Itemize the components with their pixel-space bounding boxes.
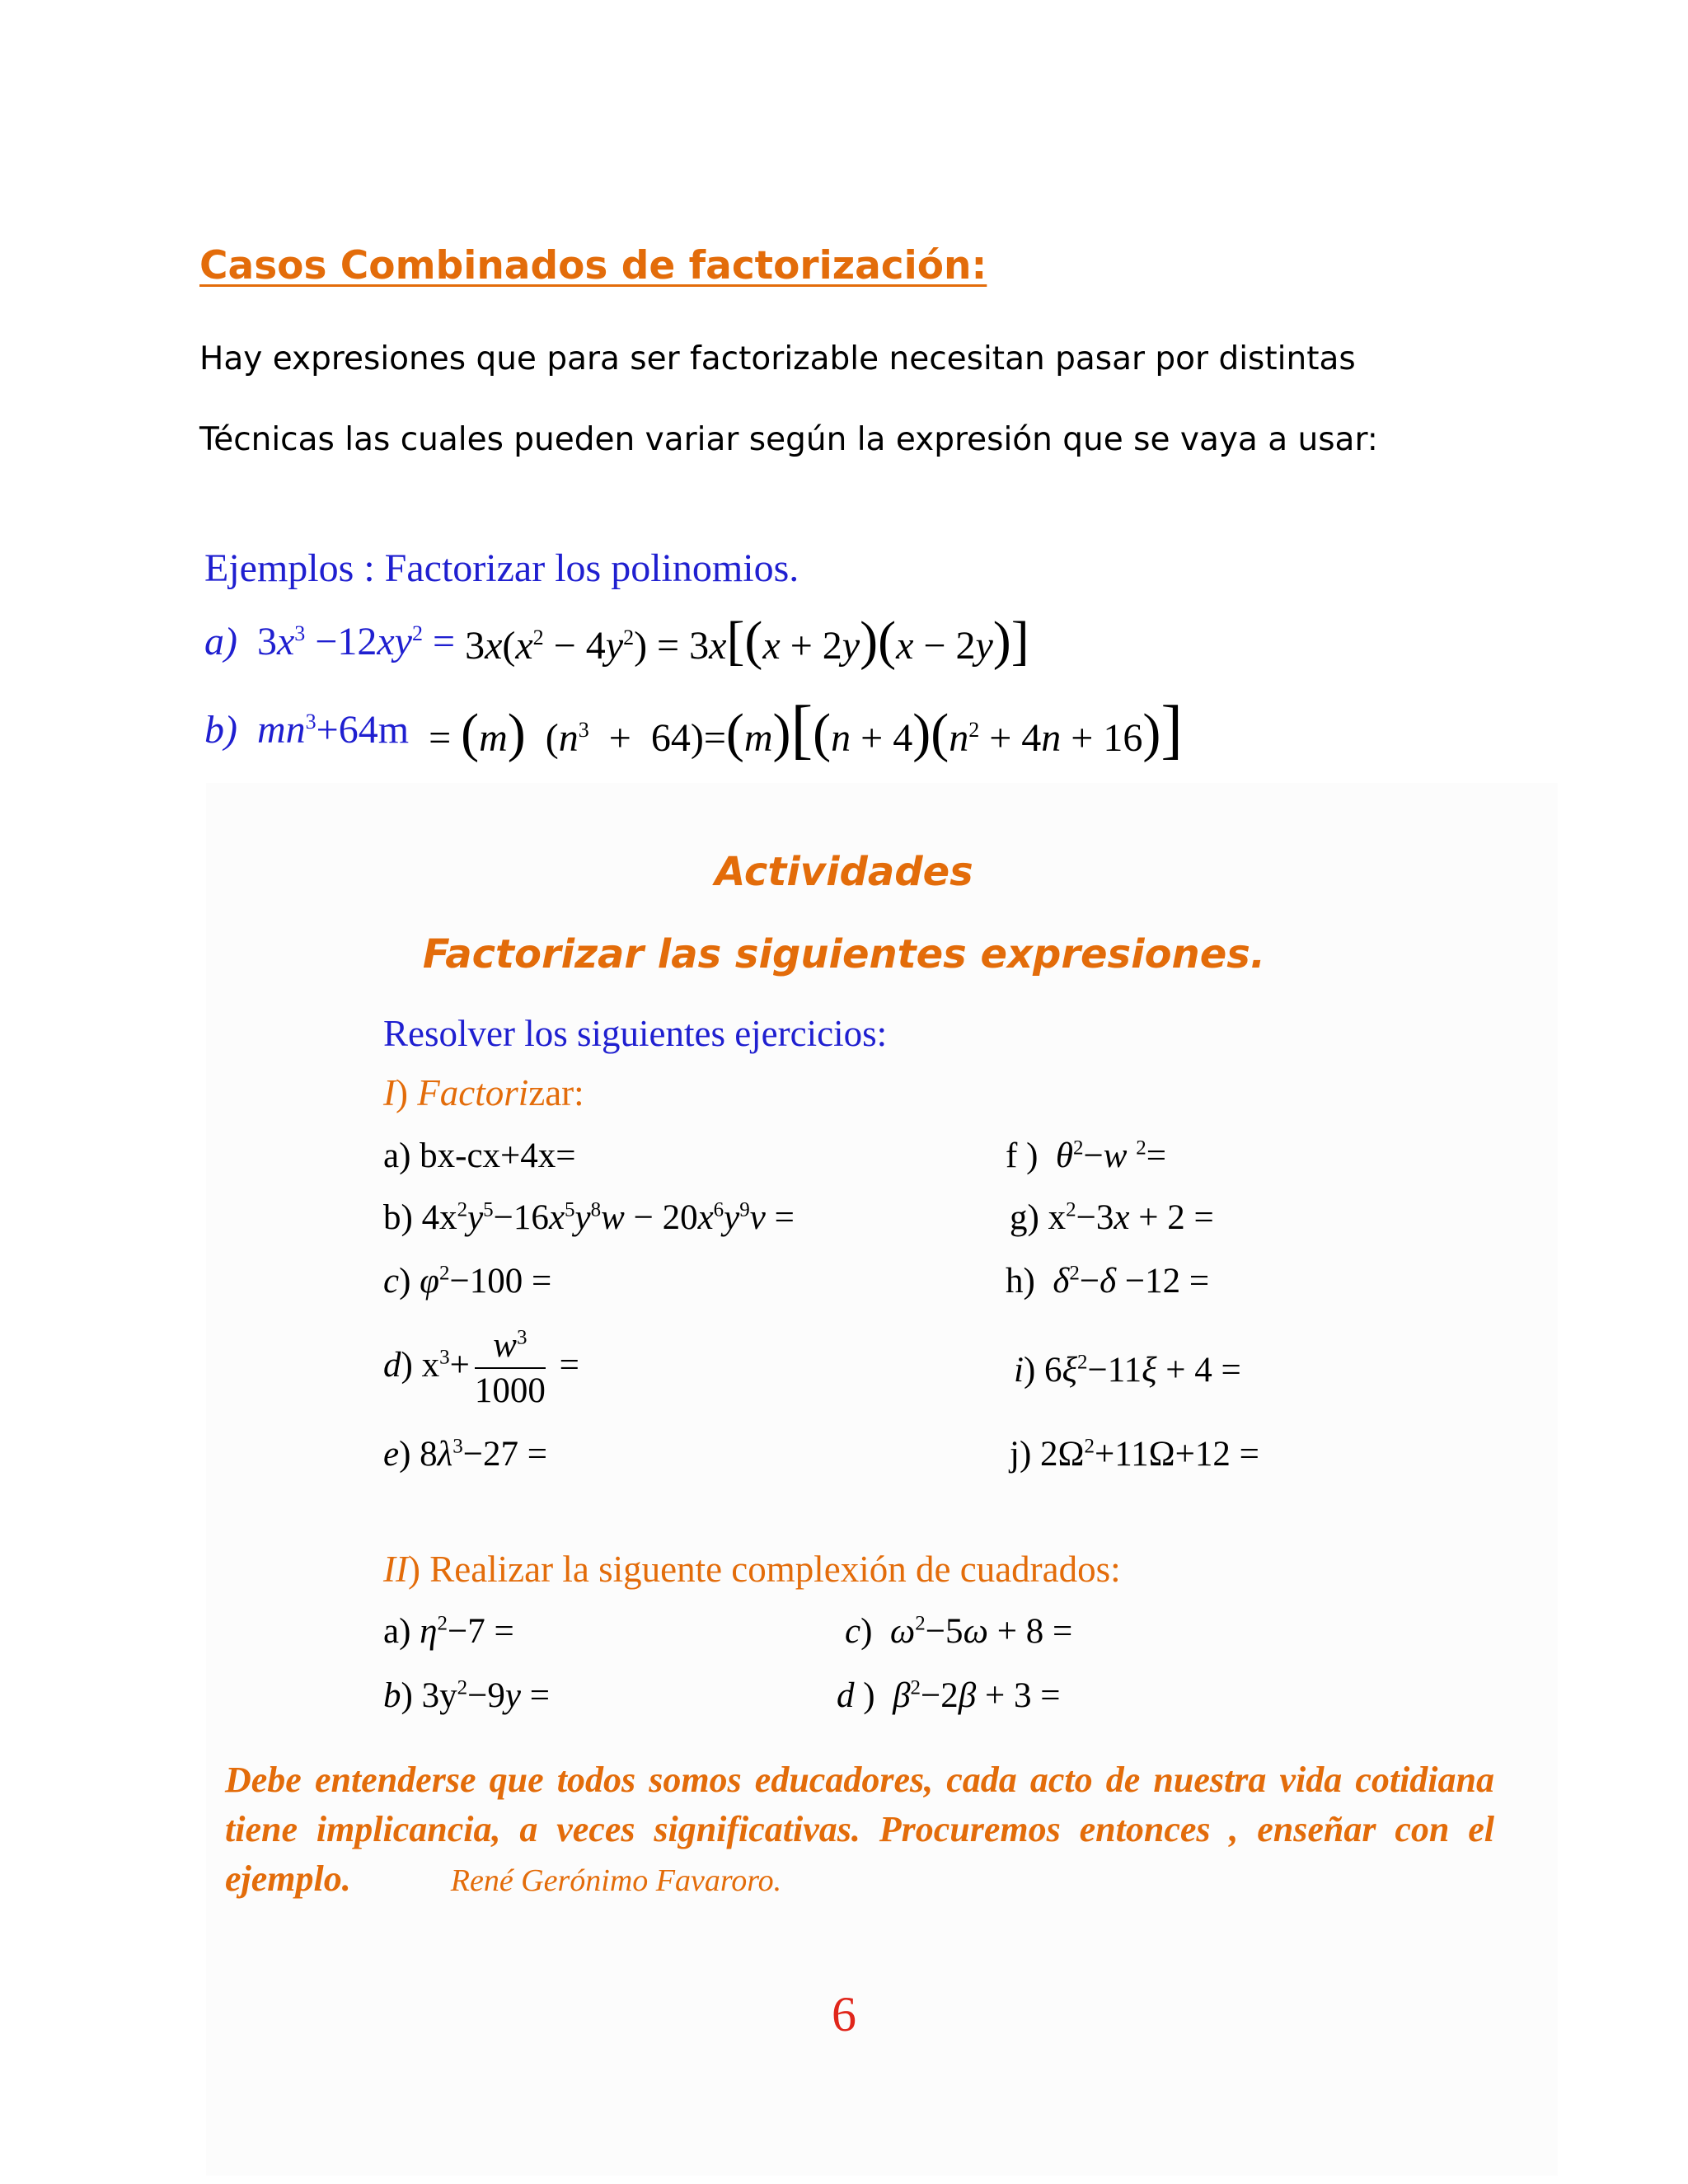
example-a-rhs: $3x(x^2 - 4y^2) = 3x[(x + 2y)(x - 2y)]$ (455, 611, 1029, 671)
page-number: 6 (832, 1987, 856, 2041)
exercise-2b: b) $3y^2-9y$ = (383, 1676, 550, 1715)
exercise-1j: j) $2\Omega^2+11\Omega+12$ = (1010, 1435, 1259, 1474)
activities-heading: Actividades (715, 849, 973, 895)
example-b-rhs: = (m) $(n^3 + 64)=(m)[(n + 4)(n^2 + 4n + 16)]$ (419, 693, 1183, 766)
intro-line-2: Técnicas las cuales pueden variar según la expresión que se vaya a usar: (199, 421, 1378, 458)
page-background (206, 783, 1558, 2176)
intro-line-1: Hay expresiones que para ser factorizable necesitan pasar por distintas (199, 340, 1356, 377)
example-a-label: a) (204, 619, 237, 663)
page-title: Casos Combinados de factorización: (199, 243, 987, 288)
exercise-2a: a) $\eta^2-7$ = (383, 1612, 514, 1651)
fraction-w3-over-1000: $\frac{w^3}{1000}$ (474, 1326, 546, 1410)
exercise-1b: b) $4x^2y^5-16x^5y^8w - 20x^6y^9v$ = (383, 1198, 795, 1237)
part1-label: I) Factorizar: (383, 1072, 584, 1113)
exercise-2d: d ) $\beta^2-2\beta + 3$ = (837, 1676, 1061, 1715)
quote-text: Debe entenderse que todos somos educadores, cada acto de nuestra vida cotidiana tiene implicancia, a veces significativas. Procuremos entonces , enseñar con el ejemplo. (225, 1760, 1494, 1899)
resolve-instruction: Resolver los siguientes ejercicios: (383, 1013, 888, 1054)
exercise-1f: f ) $\theta^2-w$ $^2$= (1006, 1137, 1166, 1175)
example-a (204, 611, 1029, 671)
example-a-lhs: $3x^3 -12xy^2$ = (256, 619, 456, 663)
exercise-1a: a) bx-cx+4x= (383, 1137, 576, 1175)
exercise-1d: d) $x^3+$ $\frac{w^3}{1000}$ = (383, 1326, 579, 1410)
quote (225, 1755, 1494, 1905)
exercise-1c: c) $\varphi^2-100$ = (383, 1262, 552, 1301)
exercise-1e: e) $8\lambda^3-27$ = (383, 1435, 548, 1474)
exercise-2c: c) $\omega^2-5\omega + 8$ = (845, 1612, 1073, 1651)
example-b-label: b) (204, 707, 237, 752)
quote-author: René Gerónimo Favaroro. (450, 1863, 782, 1898)
activities-subheading: Factorizar las siguientes expresiones. (422, 931, 1266, 977)
part2-label: II) Realizar la siguente complexión de cuadrados: (383, 1549, 1121, 1590)
example-b-lhs: $mn^3+64m$ (256, 707, 420, 752)
exercise-1i: i) $6\xi^2-11\xi + 4$ = (1014, 1351, 1241, 1390)
exercise-1g: g) $x^2-3x + 2$ = (1010, 1198, 1214, 1237)
examples-title: Ejemplos : Factorizar los polinomios. (204, 546, 799, 590)
exercise-1h: h) $\delta^2-\delta -12$ = (1006, 1262, 1210, 1301)
example-b (204, 693, 1183, 766)
